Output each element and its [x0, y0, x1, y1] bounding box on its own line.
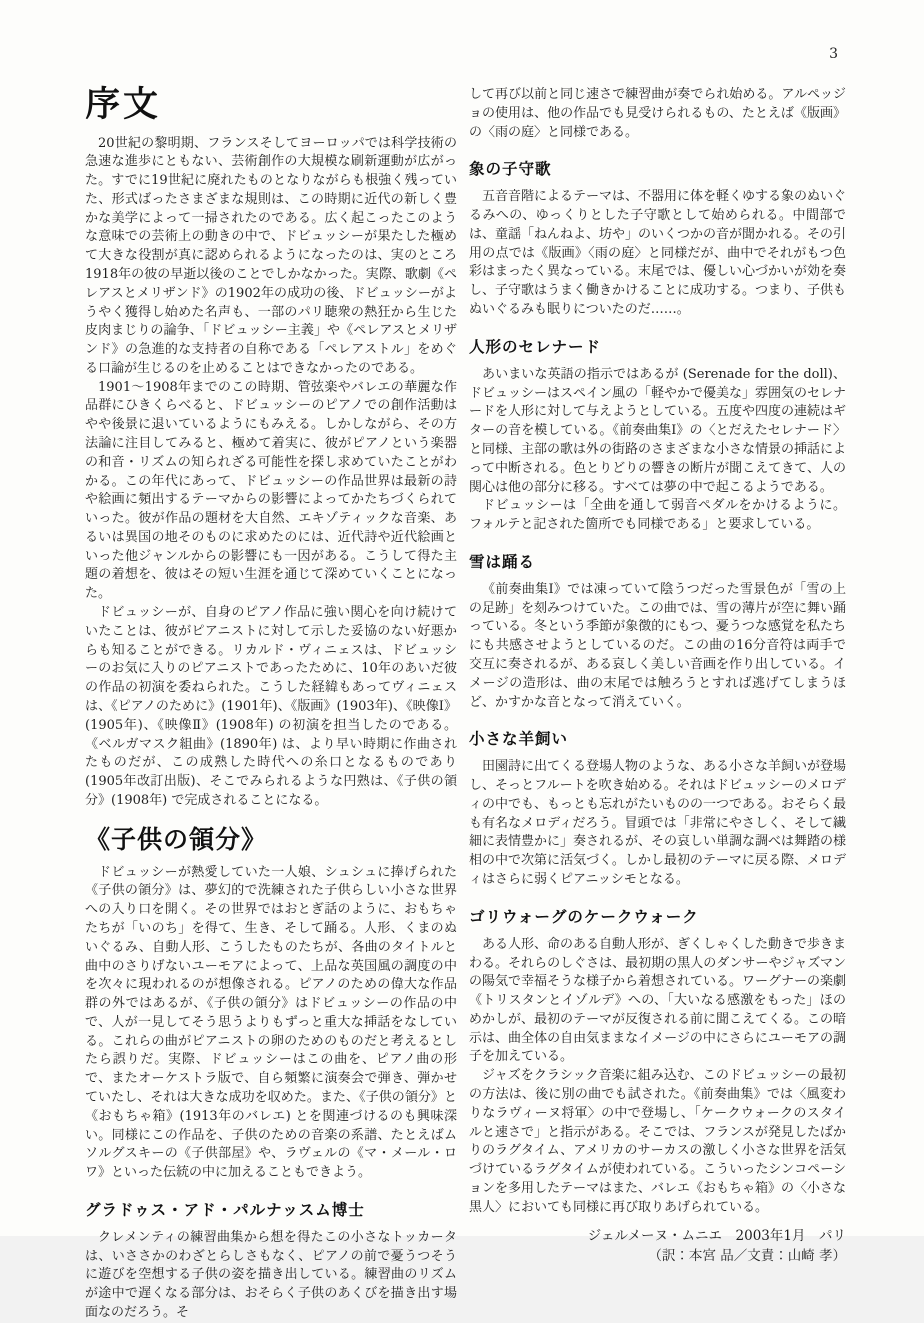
piece-paragraph-snow-is-dancing: 《前奏曲集Ⅰ》では凍っていて陰うつだった雪景色が「雪の上の足跡」を刻みつけていた。この曲では、雪の薄片が空に舞い踊っている。冬という季節が象徴的にもつ、憂うつな感覚を私たちにも共感させようとしているのだ。この曲の16分音符は両手で交互に奏されるが、ある哀しく美しい音画を作り出している。イメージの造形は、曲の末尾では触ろうとすれば逃げてしまうほど、かすかな音となって消えていく。	[469, 581, 847, 710]
piece-paragraph-little-shepherd: 田園詩に出てくる登場人物のような、ある小さな羊飼いが登場し、そっとフルートを吹き始める。それはドビュッシーのメロディの中でも、もっとも忘れがたいものの一つである。おそらく最も有名なメロディだろう。冒頭では「非常にやさしく、そして繊細に表情豊かに」奏されるが、その哀しい単調な調べは舞踏の様相の中で次第に活気づく。しかし最初のテーマに戻る際、メロディはさらに弱くピアニッシモとなる。	[469, 759, 847, 887]
preface-paragraph-2: 1901～1908年までのこの時期、管弦楽やバレエの華麗な作品群にひきくらべると、ドビュッシーのピアノでの創作活動はやや後景に退いているようにもみえる。しかしながら、その方法論に注目してみると、極めて着実に、彼がピアノという楽器の和音・リズムの知られざる可能性を探し求めていたことがわかる。この年代にあって、ドビュッシーの作品世界は最新の詩や絵画に頻出するテーマからの影響によってかたちづくられていった。彼が作品の題材を大自然、エキゾティックな音楽、あるいは異国の地そのものに求めたのには、近代詩や近代絵画といった他ジャンルからの影響にも一因がある。こうして得た主題の着想を、彼はその短い生涯を通じて深めていくことになった。	[85, 379, 457, 602]
preface-paragraph-1: 20世紀の黎明期、フランスそしてヨーロッパでは科学技術の急速な進歩にともない、芸術創作の大規模な刷新運動が広がった。すでに19世紀に廃れたものとなりながらも根強く残っていた、形式ばったさまざまな規則は、この時期に近代の新しく豊かな美学によって一掃されたのである。広く起こったこのような意味での芸術上の動きの中で、ドビュッシーが果たした極めて大きな役割が真に認められるようになったのは、実のところ1918年の彼の早逝以後のことでしかなかった。実際、歌劇《ペレアスとメリザンド》の1902年の成功の後、ドビュッシーがようやく獲得し始めた名声も、一部のパリ聴衆の熱狂から生じた皮肉まじりの論争、「ドビュッシー主義」や《ペレアスとメリザンド》の急進的な支持者の自称である「ペレアストル」をめぐる口論が生じるのを止めることはできなかったのである。	[85, 135, 457, 376]
piece-paragraph-golliwogg-cakewalk-1: ある人形、命のある自動人形が、ぎくしゃくした動きで歩きまわる。それらのしぐさは、最初期の黒人のダンサーやジャズマンの陽気で幸福そうな様子から着想されている。ワーグナーの楽劇《トリスタンとイゾルデ》への、「大いなる感激をもった」ほのめかしが、最初のテーマが反復される前に聞こえてくる。この暗示は、曲全体の自由気ままなイメージの中にさらにユーモアの調子を加えている。	[469, 936, 847, 1065]
piece-paragraph-doll-serenade-1: あいまいな英語の指示ではあるが (Serenade for the doll)、ドビュッシーはスペイン風の「軽やかで優美な」雰囲気のセレナードを人形に対して与えようとしている。五度や四度の連続はギターの音を模している。《前奏曲集Ⅰ》の〈とだえたセレナード〉と同様、主部の歌は外の街路のさまざまな小さな情景の挿話によって中断される。色とりどりの響きの断片が聞こえてきて、人の関心は他の部分に移る。すべては夢の中で起こるようである。	[469, 366, 847, 495]
left-column	[85, 86, 457, 1323]
piece-paragraph-doctor-gradus: クレメンティの練習曲集から想を得たこの小さなトッカータは、いささかのわざとらしさもなく、ピアノの前で憂うつそうに遊びを空想する子供の姿を描き出している。練習曲のリズムが途中で遅くなる部分は、おそらく子供のあくびを描き出す場面なのだろう。そ	[85, 1229, 457, 1321]
piece-paragraph-golliwogg-cakewalk-2: ジャズをクラシック音楽に組み込む、このドビュッシーの最初の方法は、後に別の曲でも試された。《前奏曲集》では〈風変わりなラヴィーヌ将軍〉の中で登場し、「ケークウォークのスタイルと速さで」と指示がある。そこでは、フランスが発見したばかりのラグタイム、アメリカのサーカスの激しく小さな世界を活気づけているラグタイムが使われている。こういったシンコペーションを多用したテーマはまた、バレエ《おもちゃ箱》の〈小さな黒人〉においても同様に再び取りあげられている。	[469, 1068, 847, 1215]
preface-paragraph-3: ドビュッシーが、自身のピアノ作品に強い関心を向け続けていたことは、彼がピアニストに対して示した妥協のない好悪からも知ることができる。リカルド・ヴィニェスは、ドビュッシーのお気に入りのピアニストであったために、10年のあいだ彼の作品の初演を委ねられた。こうした経緯もあってヴィニェスは、《ピアノのために》(1901年)、《版画》(1903年)、《映像Ⅰ》(1905年)、《映像Ⅱ》(1908年) の初演を担当したのである。《ベルガマスク組曲》(1890年) は、より早い時期に作曲されたものだが、この成熟した時代への糸口となるものであり (1905年改訂出版)、そこでみられるような円熟は、《子供の領分》(1908年) で完成されることになる。	[85, 605, 457, 808]
piece-paragraph-elephant-lullaby: 五音音階によるテーマは、不器用に体を軽くゆする象のぬいぐるみへの、ゆっくりとした子守歌として始められる。中間部では、童謡「ねんねよ、坊や」のいくつかの音が聞かれる。その引用の点では《版画》〈雨の庭〉と同様だが、曲中でそれがもつ色彩はまったく異なっている。末尾では、優しい心づかいが効を奏し、子守歌はうまく働きかけることに成功する。つまり、子供もぬいぐるみも眠りについたのだ……。	[469, 189, 847, 318]
work-overview-paragraph: ドビュッシーが熱愛していた一人娘、シュシュに捧げられた《子供の領分》は、夢幻的で洗練された子供らしい小さな世界への入り口を開く。その世界ではおとぎ話のように、おもちゃたちが「いのち」を得て、生き、そして踊る。人形、くまのぬいぐるみ、自動人形、こうしたものたちが、各曲のタイトルと曲中のさりげないユーモアによって、上品な英国風の調度の中を次々に現われるのが想像される。ピアノのための偉大な作品群の外ではあるが、《子供の領分》はドビュッシーの作品の中で、人が一見してそう思うよりもずっと重大な挿話をなしている。これらの曲がピアニストの卵のためのものだと考えるとしたら誤りだ。実際、ドビュッシーはこの曲を、ピアノ曲の形で、またオーケストラ版で、自ら頻繁に演奏会で弾き、弾かせていたし、それは大きな成功を収めた。また、《子供の領分》と《おもちゃ箱》(1913年のバレエ) とを関連づけるのも興味深い。同様にこの作品を、子供のための音楽の系譜、たとえばムソルグスキーの《子供部屋》や、ラヴェルの《マ・メール・ロワ》といった伝統の中に加えることもできよう。	[85, 864, 457, 1181]
piece-heading-golliwogg-cakewalk: ゴリウォーグのケークウォーク	[469, 906, 699, 926]
piece-paragraph-doll-serenade-2: ドビュッシーは「全曲を通して弱音ペダルをかけるように。フォルテと記された箇所でも同様である」と要求している。	[469, 498, 846, 533]
page-number: 3	[829, 46, 838, 62]
right-column	[469, 86, 846, 1267]
piece-heading-little-shepherd: 小さな羊飼い	[469, 729, 569, 749]
attribution-credits: （訳：本宮 品／文責：山崎 孝）	[648, 1248, 846, 1265]
piece-heading-snow-is-dancing: 雪は踊る	[469, 551, 536, 571]
work-title-heading: 《子供の領分》	[85, 824, 268, 854]
piece-heading-doctor-gradus: グラドゥス・アド・パルナッスム博士	[85, 1199, 365, 1219]
attribution-author-date: ジェルメーヌ・ムニエ 2003年1月 パリ	[587, 1227, 846, 1244]
preface-heading: 序文	[85, 84, 162, 125]
piece-heading-doll-serenade: 人形のセレナード	[469, 336, 602, 356]
continuation-paragraph: して再び以前と同じ速さで練習曲が奏でられ始める。アルペッジョの使用は、他の作品でも見受けられるもの、たとえば《版画》の〈雨の庭〉と同様である。	[469, 87, 846, 140]
piece-heading-elephant-lullaby: 象の子守歌	[469, 159, 552, 179]
attribution	[469, 1226, 846, 1268]
